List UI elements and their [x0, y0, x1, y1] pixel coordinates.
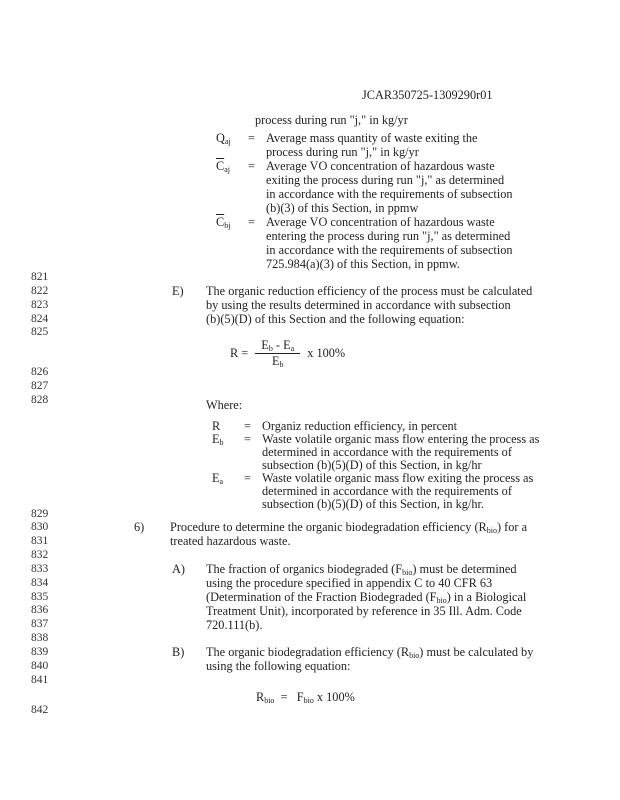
definition-symbol	[216, 131, 248, 159]
item-b-text-part: The organic biodegradation efficiency (R	[206, 645, 410, 659]
equation-rhs: F	[296, 690, 304, 704]
line-number: 832	[31, 549, 49, 561]
definition-text: Average mass quantity of waste exiting the process during run "j," in kg/yr	[266, 131, 478, 159]
top-definitions	[216, 131, 513, 271]
definition-text: Waste volatile organic mass flow entering the process as determined in accordance with the requirements of subsection (b)(5)(D) of this Section, in kg/hr	[262, 432, 540, 472]
line-number: 831	[31, 535, 49, 547]
line-number: 833	[31, 563, 49, 575]
definition-symbol	[216, 159, 248, 215]
definition-row	[216, 159, 513, 215]
symbol-main: E	[212, 432, 220, 446]
equals-sign: =	[280, 690, 288, 704]
equation-tail: x 100%	[313, 690, 355, 704]
definition-text: Organiz reduction efficiency, in percent	[262, 419, 458, 433]
symbol-main: R	[212, 419, 221, 433]
numerator-operator: -	[272, 338, 284, 352]
equals-sign: =	[248, 215, 255, 229]
item-a-subscript: bio	[436, 596, 447, 605]
item-a-text-part: ) in a Biological Treatment Unit), incorporated by reference in 35 Ill. Adm. Code 720.111(b).	[206, 590, 527, 632]
line-number: 823	[31, 299, 49, 311]
definition-row	[212, 433, 539, 472]
line-number: 835	[31, 591, 49, 603]
item-e-text: The organic reduction efficiency of the process must be calculated by using the results determined in accordance with subsection (b)(5)(D) of this Section and the following equation:	[206, 284, 533, 326]
line-number: 822	[31, 285, 49, 297]
symbol-main: Q	[216, 131, 225, 145]
item-a-text	[206, 562, 526, 632]
line-number: 834	[31, 577, 49, 589]
where-label: Where:	[206, 398, 243, 412]
numerator-term-a: E	[261, 338, 269, 352]
equation-rhs-subscript: bio	[303, 696, 314, 705]
line-number: 830	[31, 521, 49, 533]
definition-symbol	[216, 215, 248, 271]
definition-row	[216, 215, 513, 271]
line-number: 821	[31, 271, 49, 283]
definition-text: Average VO concentration of hazardous waste entering the process during run "j," as determined in accordance with the requirements of subsection 725.984(a)(3) of this Section, in ppmw.	[266, 215, 513, 271]
definition-continuation: process during run "j," in kg/yr	[255, 113, 408, 127]
line-number: 838	[31, 632, 49, 644]
symbol-subscript: bj	[224, 221, 231, 230]
symbol-subscript: b	[219, 438, 224, 447]
reduction-equation	[230, 338, 345, 368]
equation-rhs: x 100%	[307, 346, 346, 360]
symbol-subscript: aj	[224, 165, 230, 174]
item-a-label: A)	[172, 562, 185, 576]
line-number: 829	[31, 508, 49, 520]
item-b-label: B)	[172, 645, 185, 659]
equation-numerator	[255, 338, 300, 354]
equals-sign: =	[248, 159, 255, 173]
line-number: 828	[31, 394, 49, 406]
line-number: 837	[31, 618, 49, 630]
item-6-subscript: bio	[486, 526, 497, 535]
item-a-text-part: ) must be determined using the procedure specified in appendix C to 40 CFR 63 (Determination of the Fraction Biodegraded (F	[206, 562, 517, 604]
line-number: 825	[31, 326, 49, 338]
numerator-term-a-subscript: b	[268, 344, 273, 353]
denominator-term: E	[271, 354, 280, 368]
item-a-text-part: The fraction of organics biodegraded (F	[206, 562, 403, 576]
equation-lhs: R	[256, 690, 265, 704]
item-b-text	[206, 645, 533, 673]
item-6-text-part: Procedure to determine the organic biodegradation efficiency (R	[170, 520, 487, 534]
biodegradation-equation	[256, 690, 355, 704]
item-b-text-part: ) must be calculated by using the following equation:	[206, 645, 534, 673]
item-a-subscript: bio	[402, 568, 413, 577]
symbol-main: $\overline{C}$	[216, 215, 225, 229]
item-e-label: E)	[172, 284, 184, 298]
line-number: 826	[31, 366, 49, 378]
equals-sign: =	[244, 419, 251, 433]
definition-row	[212, 472, 539, 511]
line-number: 841	[31, 674, 49, 686]
definition-symbol	[212, 433, 244, 472]
equals-sign: =	[248, 131, 255, 145]
equation-lhs-subscript: bio	[264, 696, 275, 705]
e-definitions	[212, 420, 539, 511]
numerator-term-b: E	[283, 338, 291, 352]
equation-lhs: R =	[230, 346, 249, 360]
item-6-text-part: ) for a treated hazardous waste.	[170, 520, 528, 548]
definition-text: Waste volatile organic mass flow exiting the process as determined in accordance with the requirements of subsection (b)(5)(D) of this Section, in kg/hr.	[262, 471, 534, 511]
equation-fraction	[255, 338, 300, 368]
symbol-subscript: aj	[224, 137, 231, 146]
line-number: 827	[31, 380, 49, 392]
definition-text: Average VO concentration of hazardous waste exiting the process during run "j," as determined in accordance with the requirements of subsection (b)(3) of this Section, in ppmw	[266, 159, 513, 215]
equation-denominator	[272, 354, 284, 368]
symbol-subscript: a	[219, 477, 224, 486]
line-number: 824	[31, 313, 49, 325]
item-b-subscript: bio	[409, 651, 420, 660]
item-6-text	[170, 520, 527, 548]
line-number: 836	[31, 604, 49, 616]
line-number: 839	[31, 646, 49, 658]
numerator-term-b-subscript: a	[290, 344, 295, 353]
line-number: 842	[31, 704, 49, 716]
symbol-main: E	[212, 471, 220, 485]
line-number: 840	[31, 660, 49, 672]
definition-row	[216, 131, 513, 159]
equals-sign: =	[244, 432, 251, 446]
document-id: JCAR350725-1309290r01	[362, 88, 493, 102]
item-6-label: 6)	[134, 520, 145, 534]
equals-sign: =	[244, 471, 251, 485]
denominator-subscript: b	[279, 360, 284, 369]
definition-symbol	[212, 472, 244, 511]
symbol-main: $\overline{C}$	[216, 159, 225, 173]
